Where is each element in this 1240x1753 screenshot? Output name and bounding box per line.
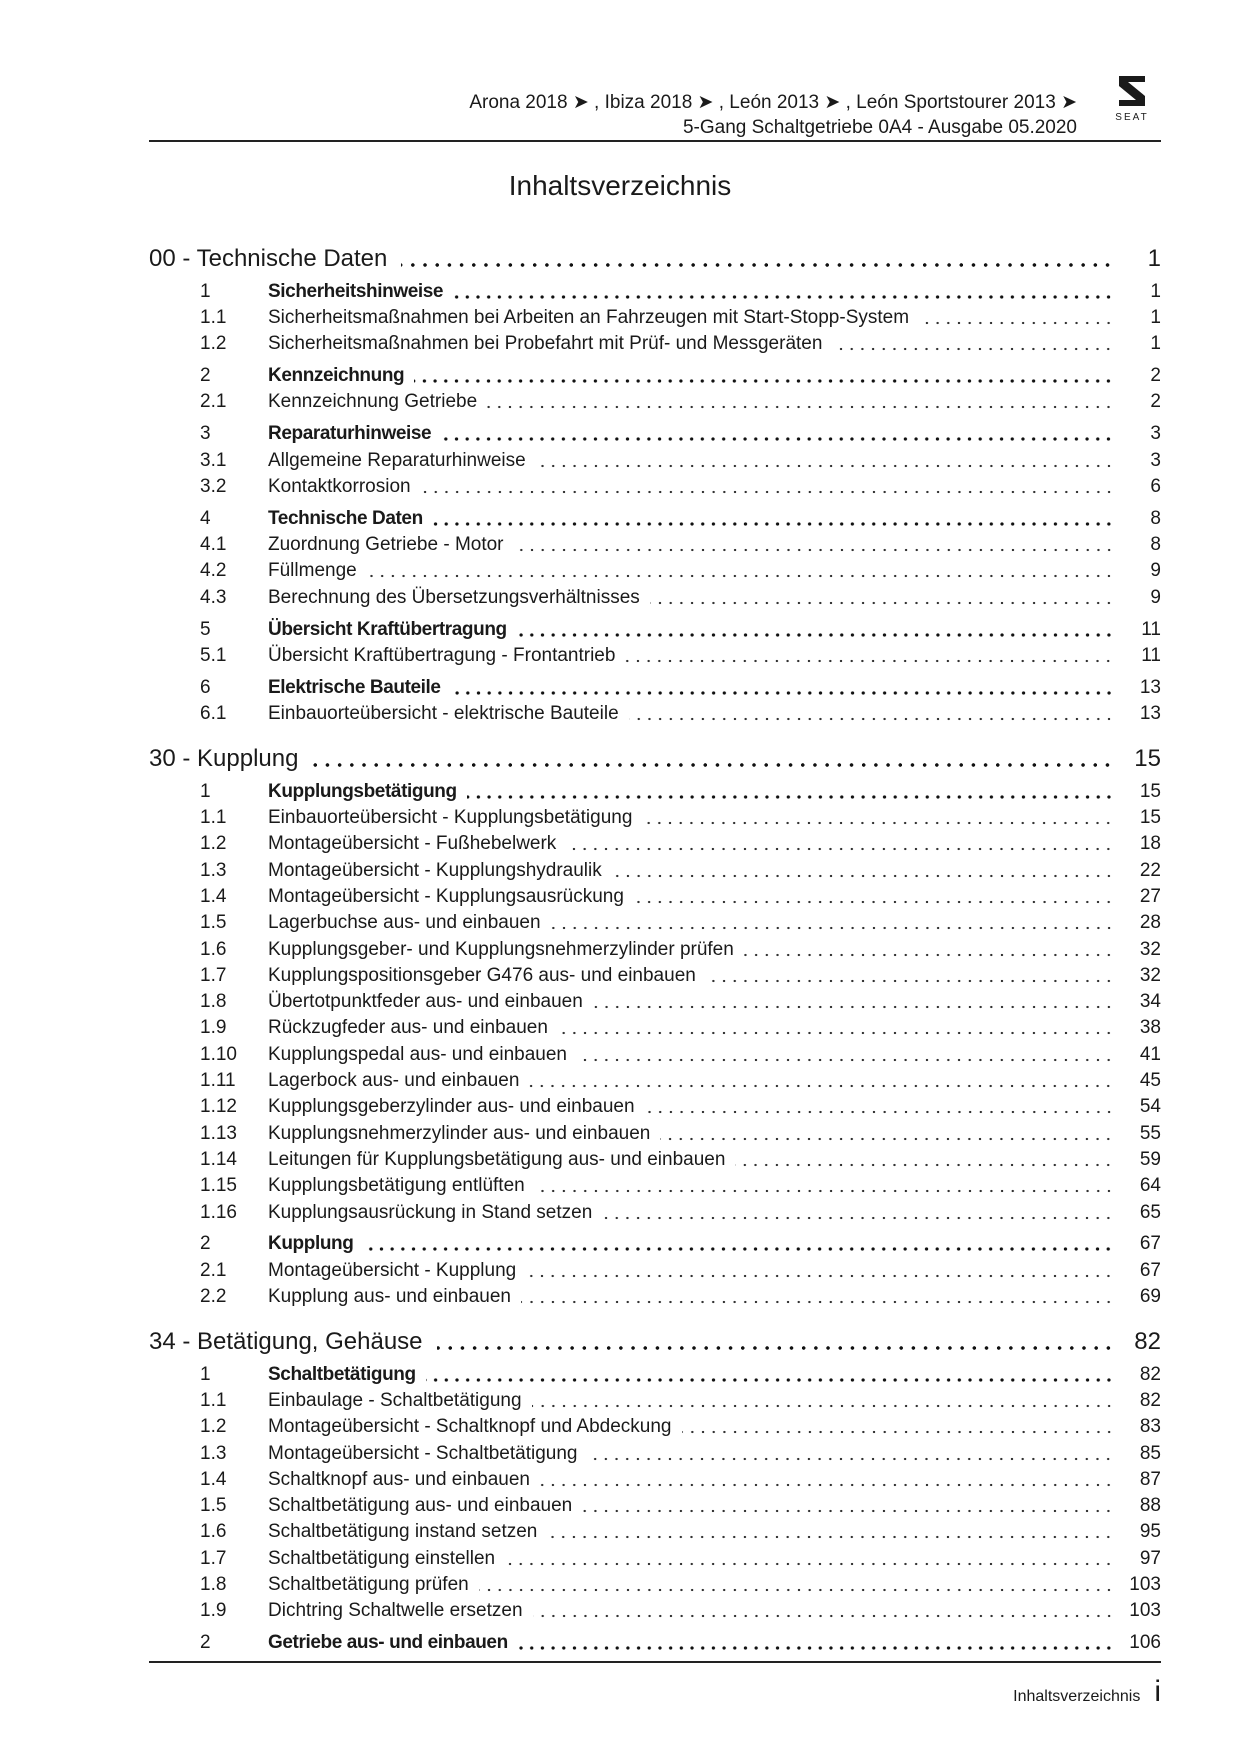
- entry-number: 1.13: [200, 1122, 237, 1144]
- entry-title: Kupplungsgeberzylinder aus- und einbauen: [268, 1096, 635, 1118]
- dot-leader: [441, 421, 1114, 447]
- entry-number: 1.1: [200, 1389, 227, 1411]
- entry-number: 1.4: [200, 1468, 227, 1490]
- entry-title: Elektrische Bauteile: [268, 676, 441, 698]
- toc-section[interactable]: [149, 779, 1161, 805]
- entry-number: 1.6: [200, 938, 227, 960]
- toc-entry[interactable]: [149, 1042, 1161, 1068]
- table-of-contents: [149, 241, 1161, 1656]
- footer-page-number: i: [1154, 1675, 1161, 1708]
- entry-title: Getriebe aus- und einbauen: [268, 1632, 508, 1654]
- entry-title: Einbaulage - Schaltbetätigung: [268, 1389, 522, 1411]
- toc-entry[interactable]: [149, 831, 1161, 857]
- dot-leader: [453, 279, 1114, 305]
- dot-leader: [582, 1493, 1114, 1519]
- entry-title: Schaltknopf aus- und einbauen: [268, 1468, 530, 1490]
- entry-number: 1: [200, 280, 211, 302]
- page-number: 106: [1129, 1632, 1161, 1654]
- entry-title: Übertotpunktfeder aus- und einbauen: [268, 991, 583, 1013]
- page-number: 67: [1139, 1259, 1161, 1281]
- header-subtitle: 5-Gang Schaltgetriebe 0A4 - Ausgabe 05.2020: [682, 117, 1077, 138]
- page-number: 1: [1150, 306, 1161, 328]
- dot-leader: [642, 805, 1114, 831]
- entry-number: 1.7: [200, 1547, 227, 1569]
- entry-number: 1.3: [200, 1442, 227, 1464]
- page-number: 59: [1139, 1148, 1161, 1170]
- entry-title: Einbauorteübersicht - elektrische Bauteile: [268, 703, 619, 725]
- dot-leader: [629, 701, 1114, 727]
- dot-leader: [735, 1147, 1114, 1173]
- page-number: 8: [1150, 507, 1161, 529]
- page-number: 55: [1139, 1122, 1161, 1144]
- entry-title: Allgemeine Reparaturhinweise: [268, 449, 526, 471]
- dot-leader: [421, 474, 1114, 500]
- entry-title: Schaltbetätigung aus- und einbauen: [268, 1495, 573, 1517]
- chapter-title: 34 - Betätigung, Gehäuse: [149, 1328, 423, 1356]
- toc-entry[interactable]: [149, 805, 1161, 831]
- page-number: 38: [1139, 1017, 1161, 1039]
- page-number: 1: [1150, 333, 1161, 355]
- dot-leader: [566, 831, 1114, 857]
- dot-leader: [682, 1414, 1115, 1440]
- entry-title: Kupplungsausrückung in Stand setzen: [268, 1201, 593, 1223]
- entry-number: 3: [200, 423, 211, 445]
- page-number: 103: [1129, 1600, 1161, 1622]
- toc-entry[interactable]: [149, 1284, 1161, 1310]
- entry-title: Montageübersicht - Kupplungsausrückung: [268, 885, 624, 907]
- entry-title: Übersicht Kraftübertragung - Frontantrieb: [268, 644, 616, 666]
- dot-leader: [551, 910, 1114, 936]
- entry-number: 2.1: [200, 1259, 227, 1281]
- dot-leader: [451, 675, 1114, 701]
- entry-title: Rückzugfeder aus- und einbauen: [268, 1017, 548, 1039]
- entry-title: Technische Daten: [268, 507, 423, 529]
- entry-number: 3.1: [200, 449, 227, 471]
- toc-entry[interactable]: [149, 1546, 1161, 1572]
- entry-title: Kennzeichnung Getriebe: [268, 391, 478, 413]
- entry-title: Kupplung aus- und einbauen: [268, 1285, 511, 1307]
- page-number: 69: [1139, 1285, 1161, 1307]
- toc-entry[interactable]: [149, 1493, 1161, 1519]
- toc-entry[interactable]: [149, 447, 1161, 473]
- page-number: 65: [1139, 1201, 1161, 1223]
- header-models: Arona 2018 ➤ , Ibiza 2018 ➤ , León 2013 ➤ , León Sportstourer 2013 ➤: [469, 92, 1077, 113]
- toc-section[interactable]: [149, 1362, 1161, 1388]
- header-rule: [149, 140, 1161, 142]
- toc-entry[interactable]: [149, 1120, 1161, 1146]
- page-number: 22: [1139, 859, 1161, 881]
- toc-entry[interactable]: [149, 585, 1161, 611]
- entry-title: Sicherheitshinweise: [268, 280, 444, 302]
- page-number: 88: [1139, 1495, 1161, 1517]
- dot-leader: [650, 585, 1114, 611]
- entry-number: 3.2: [200, 475, 227, 497]
- page-number: 67: [1139, 1233, 1161, 1255]
- entry-title: Leitungen für Kupplungsbetätigung aus- und einbauen: [268, 1148, 726, 1170]
- page-number: 13: [1139, 676, 1161, 698]
- entry-number: 1.8: [200, 1574, 227, 1596]
- dot-leader: [744, 937, 1114, 963]
- dot-leader: [487, 389, 1114, 415]
- toc-entry[interactable]: [149, 474, 1161, 500]
- toc-entry[interactable]: [149, 963, 1161, 989]
- page-number: 15: [1139, 780, 1161, 802]
- page-number: 83: [1139, 1416, 1161, 1438]
- entry-number: 1.2: [200, 333, 227, 355]
- dot-leader: [587, 1441, 1114, 1467]
- entry-number: 2.1: [200, 391, 227, 413]
- toc-chapter[interactable]: [149, 741, 1161, 777]
- page-number: 9: [1150, 560, 1161, 582]
- toc-entry[interactable]: [149, 1467, 1161, 1493]
- entry-title: Sicherheitsmaßnahmen bei Arbeiten an Fahrzeugen mit Start-Stopp-System: [268, 306, 910, 328]
- svg-text:SEAT: SEAT: [1115, 112, 1149, 122]
- entry-title: Montageübersicht - Fußhebelwerk: [268, 833, 557, 855]
- entry-number: 1.5: [200, 912, 227, 934]
- dot-leader: [401, 244, 1114, 274]
- toc-chapter[interactable]: [149, 1324, 1161, 1360]
- entry-number: 1.7: [200, 964, 227, 986]
- toc-section[interactable]: [149, 675, 1161, 701]
- entry-title: Einbauorteübersicht - Kupplungsbetätigung: [268, 807, 633, 829]
- page-number: 13: [1139, 703, 1161, 725]
- toc-section[interactable]: [149, 1630, 1161, 1656]
- entry-title: Kupplungsbetätigung: [268, 780, 457, 802]
- page-number: 41: [1139, 1043, 1161, 1065]
- dot-leader: [547, 1519, 1114, 1545]
- toc-section[interactable]: [149, 363, 1161, 389]
- entry-title: Montageübersicht - Schaltbetätigung: [268, 1442, 578, 1464]
- page-number: 64: [1139, 1175, 1161, 1197]
- page-number: 1: [1150, 280, 1161, 302]
- entry-number: 1.9: [200, 1600, 227, 1622]
- entry-title: Lagerbuchse aus- und einbauen: [268, 912, 541, 934]
- toc-entry[interactable]: [149, 1598, 1161, 1624]
- entry-title: Kennzeichnung: [268, 365, 405, 387]
- dot-leader: [625, 643, 1114, 669]
- entry-number: 1.10: [200, 1043, 237, 1065]
- toc-entry[interactable]: [149, 884, 1161, 910]
- page-number: 3: [1150, 449, 1161, 471]
- entry-number: 1.14: [200, 1148, 237, 1170]
- entry-title: Montageübersicht - Kupplung: [268, 1259, 517, 1281]
- entry-number: 1.5: [200, 1495, 227, 1517]
- page-number: 97: [1139, 1547, 1161, 1569]
- dot-leader: [660, 1121, 1114, 1147]
- footer-label: Inhaltsverzeichnis: [1013, 1688, 1141, 1705]
- toc-entry[interactable]: [149, 1414, 1161, 1440]
- chapter-title: 30 - Kupplung: [149, 745, 299, 773]
- entry-number: 6: [200, 676, 211, 698]
- dot-leader: [529, 1068, 1114, 1094]
- entry-title: Schaltbetätigung prüfen: [268, 1574, 469, 1596]
- toc-entry[interactable]: [149, 1388, 1161, 1414]
- entry-title: Schaltbetätigung instand setzen: [268, 1521, 538, 1543]
- entry-number: 1.1: [200, 306, 227, 328]
- dot-leader: [505, 1546, 1114, 1572]
- entry-number: 6.1: [200, 703, 227, 725]
- toc-entry[interactable]: [149, 1015, 1161, 1041]
- page-number: 82: [1139, 1389, 1161, 1411]
- dot-leader: [514, 532, 1114, 558]
- entry-number: 1: [200, 1363, 211, 1385]
- entry-title: Reparaturhinweise: [268, 423, 432, 445]
- dot-leader: [433, 506, 1114, 532]
- toc-entry[interactable]: [149, 305, 1161, 331]
- page-number: 9: [1150, 586, 1161, 608]
- dot-leader: [414, 363, 1114, 389]
- seat-logo: [1106, 74, 1158, 122]
- entry-number: 4: [200, 507, 211, 529]
- entry-number: 1.3: [200, 859, 227, 881]
- toc-entry[interactable]: [149, 558, 1161, 584]
- entry-title: Kontaktkorrosion: [268, 475, 411, 497]
- toc-section[interactable]: [149, 279, 1161, 305]
- dot-leader: [521, 1284, 1114, 1310]
- dot-leader: [532, 1388, 1114, 1414]
- page-number: 28: [1139, 912, 1161, 934]
- toc-entry[interactable]: [149, 910, 1161, 936]
- page-number: 45: [1139, 1070, 1161, 1092]
- entry-number: 1.6: [200, 1521, 227, 1543]
- entry-number: 1.1: [200, 807, 227, 829]
- page-number: 27: [1139, 885, 1161, 907]
- dot-leader: [467, 779, 1114, 805]
- toc-entry[interactable]: [149, 936, 1161, 962]
- page-number: 32: [1139, 938, 1161, 960]
- entry-title: Montageübersicht - Schaltknopf und Abdeckung: [268, 1416, 672, 1438]
- entry-number: 1.8: [200, 991, 227, 1013]
- entry-number: 1.2: [200, 833, 227, 855]
- page-number: 32: [1139, 964, 1161, 986]
- dot-leader: [634, 884, 1114, 910]
- dot-leader: [517, 617, 1114, 643]
- toc-entry[interactable]: [149, 1068, 1161, 1094]
- page-number: 34: [1139, 991, 1161, 1013]
- page-number: 11: [1141, 644, 1161, 666]
- entry-number: 1.16: [200, 1201, 237, 1223]
- entry-number: 5: [200, 618, 211, 640]
- page-number: 15: [1139, 807, 1161, 829]
- entry-title: Kupplungsnehmerzylinder aus- und einbauen: [268, 1122, 651, 1144]
- page-number: 54: [1139, 1096, 1161, 1118]
- entry-title: Füllmenge: [268, 560, 357, 582]
- entry-number: 1.11: [200, 1070, 236, 1092]
- toc-chapter[interactable]: [149, 241, 1161, 277]
- page-number: 6: [1150, 475, 1161, 497]
- entry-title: Schaltbetätigung einstellen: [268, 1547, 496, 1569]
- entry-number: 1.4: [200, 885, 227, 907]
- toc-entry[interactable]: [149, 1572, 1161, 1598]
- toc-entry[interactable]: [149, 1199, 1161, 1225]
- dot-leader: [540, 1467, 1114, 1493]
- toc-entry[interactable]: [149, 1147, 1161, 1173]
- entry-number: 4.2: [200, 560, 227, 582]
- toc-entry[interactable]: [149, 1258, 1161, 1284]
- page-number: 85: [1139, 1442, 1161, 1464]
- entry-title: Übersicht Kraftübertragung: [268, 618, 507, 640]
- page-number: 15: [1134, 745, 1161, 773]
- entry-title: Kupplungsbetätigung entlüften: [268, 1175, 525, 1197]
- toc-section[interactable]: [149, 616, 1161, 642]
- dot-leader: [577, 1042, 1114, 1068]
- page-number: 82: [1134, 1328, 1161, 1356]
- page-number: 3: [1150, 423, 1161, 445]
- dot-leader: [536, 448, 1114, 474]
- toc-entry[interactable]: [149, 1173, 1161, 1199]
- entry-number: 4.1: [200, 534, 227, 556]
- dot-leader: [706, 963, 1114, 989]
- entry-title: Dichtring Schaltwelle ersetzen: [268, 1600, 523, 1622]
- entry-number: 2.2: [200, 1285, 227, 1307]
- dot-leader: [367, 558, 1114, 584]
- toc-section[interactable]: [149, 1231, 1161, 1257]
- entry-title: Kupplungspositionsgeber G476 aus- und einbauen: [268, 964, 696, 986]
- dot-leader: [426, 1362, 1114, 1388]
- toc-entry[interactable]: [149, 1094, 1161, 1120]
- page-number: 103: [1129, 1574, 1161, 1596]
- entry-number: 2: [200, 1233, 211, 1255]
- dot-leader: [363, 1231, 1114, 1257]
- toc-entry[interactable]: [149, 701, 1161, 727]
- dot-leader: [593, 989, 1114, 1015]
- toc-entry[interactable]: [149, 858, 1161, 884]
- toc-section[interactable]: [149, 506, 1161, 532]
- entry-title: Kupplungsgeber- und Kupplungsnehmerzylinder prüfen: [268, 938, 734, 960]
- entry-number: 1: [200, 780, 211, 802]
- entry-title: Zuordnung Getriebe - Motor: [268, 534, 504, 556]
- entry-title: Kupplung: [268, 1233, 354, 1255]
- entry-title: Sicherheitsmaßnahmen bei Probefahrt mit Prüf- und Messgeräten: [268, 333, 823, 355]
- entry-number: 4.3: [200, 586, 227, 608]
- page-number: 87: [1139, 1468, 1161, 1490]
- footer-rule: [149, 1661, 1161, 1663]
- toc-section[interactable]: [149, 421, 1161, 447]
- entry-number: 1.2: [200, 1416, 227, 1438]
- dot-leader: [558, 1015, 1114, 1041]
- toc-entry[interactable]: [149, 1519, 1161, 1545]
- entry-title: Montageübersicht - Kupplungshydraulik: [268, 859, 602, 881]
- toc-entry[interactable]: [149, 989, 1161, 1015]
- page-number: 18: [1139, 833, 1161, 855]
- dot-leader: [919, 305, 1114, 331]
- chapter-title: 00 - Technische Daten: [149, 245, 388, 272]
- footer: [1013, 1675, 1161, 1708]
- dot-leader: [518, 1630, 1114, 1656]
- toc-entry[interactable]: [149, 389, 1161, 415]
- dot-leader: [526, 1258, 1114, 1284]
- dot-leader: [533, 1598, 1114, 1624]
- toc-entry[interactable]: [149, 532, 1161, 558]
- entry-title: Schaltbetätigung: [268, 1363, 416, 1385]
- entry-number: 1.9: [200, 1017, 227, 1039]
- toc-entry[interactable]: [149, 1440, 1161, 1466]
- page-number: 2: [1150, 391, 1161, 413]
- page-number: 1: [1147, 245, 1161, 272]
- entry-number: 2: [200, 1632, 211, 1654]
- dot-leader: [645, 1094, 1114, 1120]
- page-number: 11: [1141, 618, 1161, 640]
- toc-entry[interactable]: [149, 643, 1161, 669]
- entry-title: Berechnung des Übersetzungsverhältnisses: [268, 586, 640, 608]
- dot-leader: [437, 1327, 1114, 1357]
- dot-leader: [602, 1200, 1114, 1226]
- page-number: 2: [1150, 365, 1161, 387]
- dot-leader: [479, 1572, 1114, 1598]
- dot-leader: [312, 744, 1114, 774]
- entry-number: 2: [200, 365, 211, 387]
- page-number: 95: [1139, 1521, 1161, 1543]
- page-number: 82: [1139, 1363, 1161, 1385]
- entry-title: Kupplungspedal aus- und einbauen: [268, 1043, 567, 1065]
- toc-entry[interactable]: [149, 331, 1161, 357]
- entry-number: 5.1: [200, 644, 227, 666]
- entry-number: 1.15: [200, 1175, 237, 1197]
- dot-leader: [612, 858, 1114, 884]
- entry-number: 1.12: [200, 1096, 237, 1118]
- page-title: Inhaltsverzeichnis: [508, 170, 732, 201]
- entry-title: Lagerbock aus- und einbauen: [268, 1070, 520, 1092]
- dot-leader: [535, 1173, 1114, 1199]
- dot-leader: [832, 331, 1114, 357]
- page-number: 8: [1150, 534, 1161, 556]
